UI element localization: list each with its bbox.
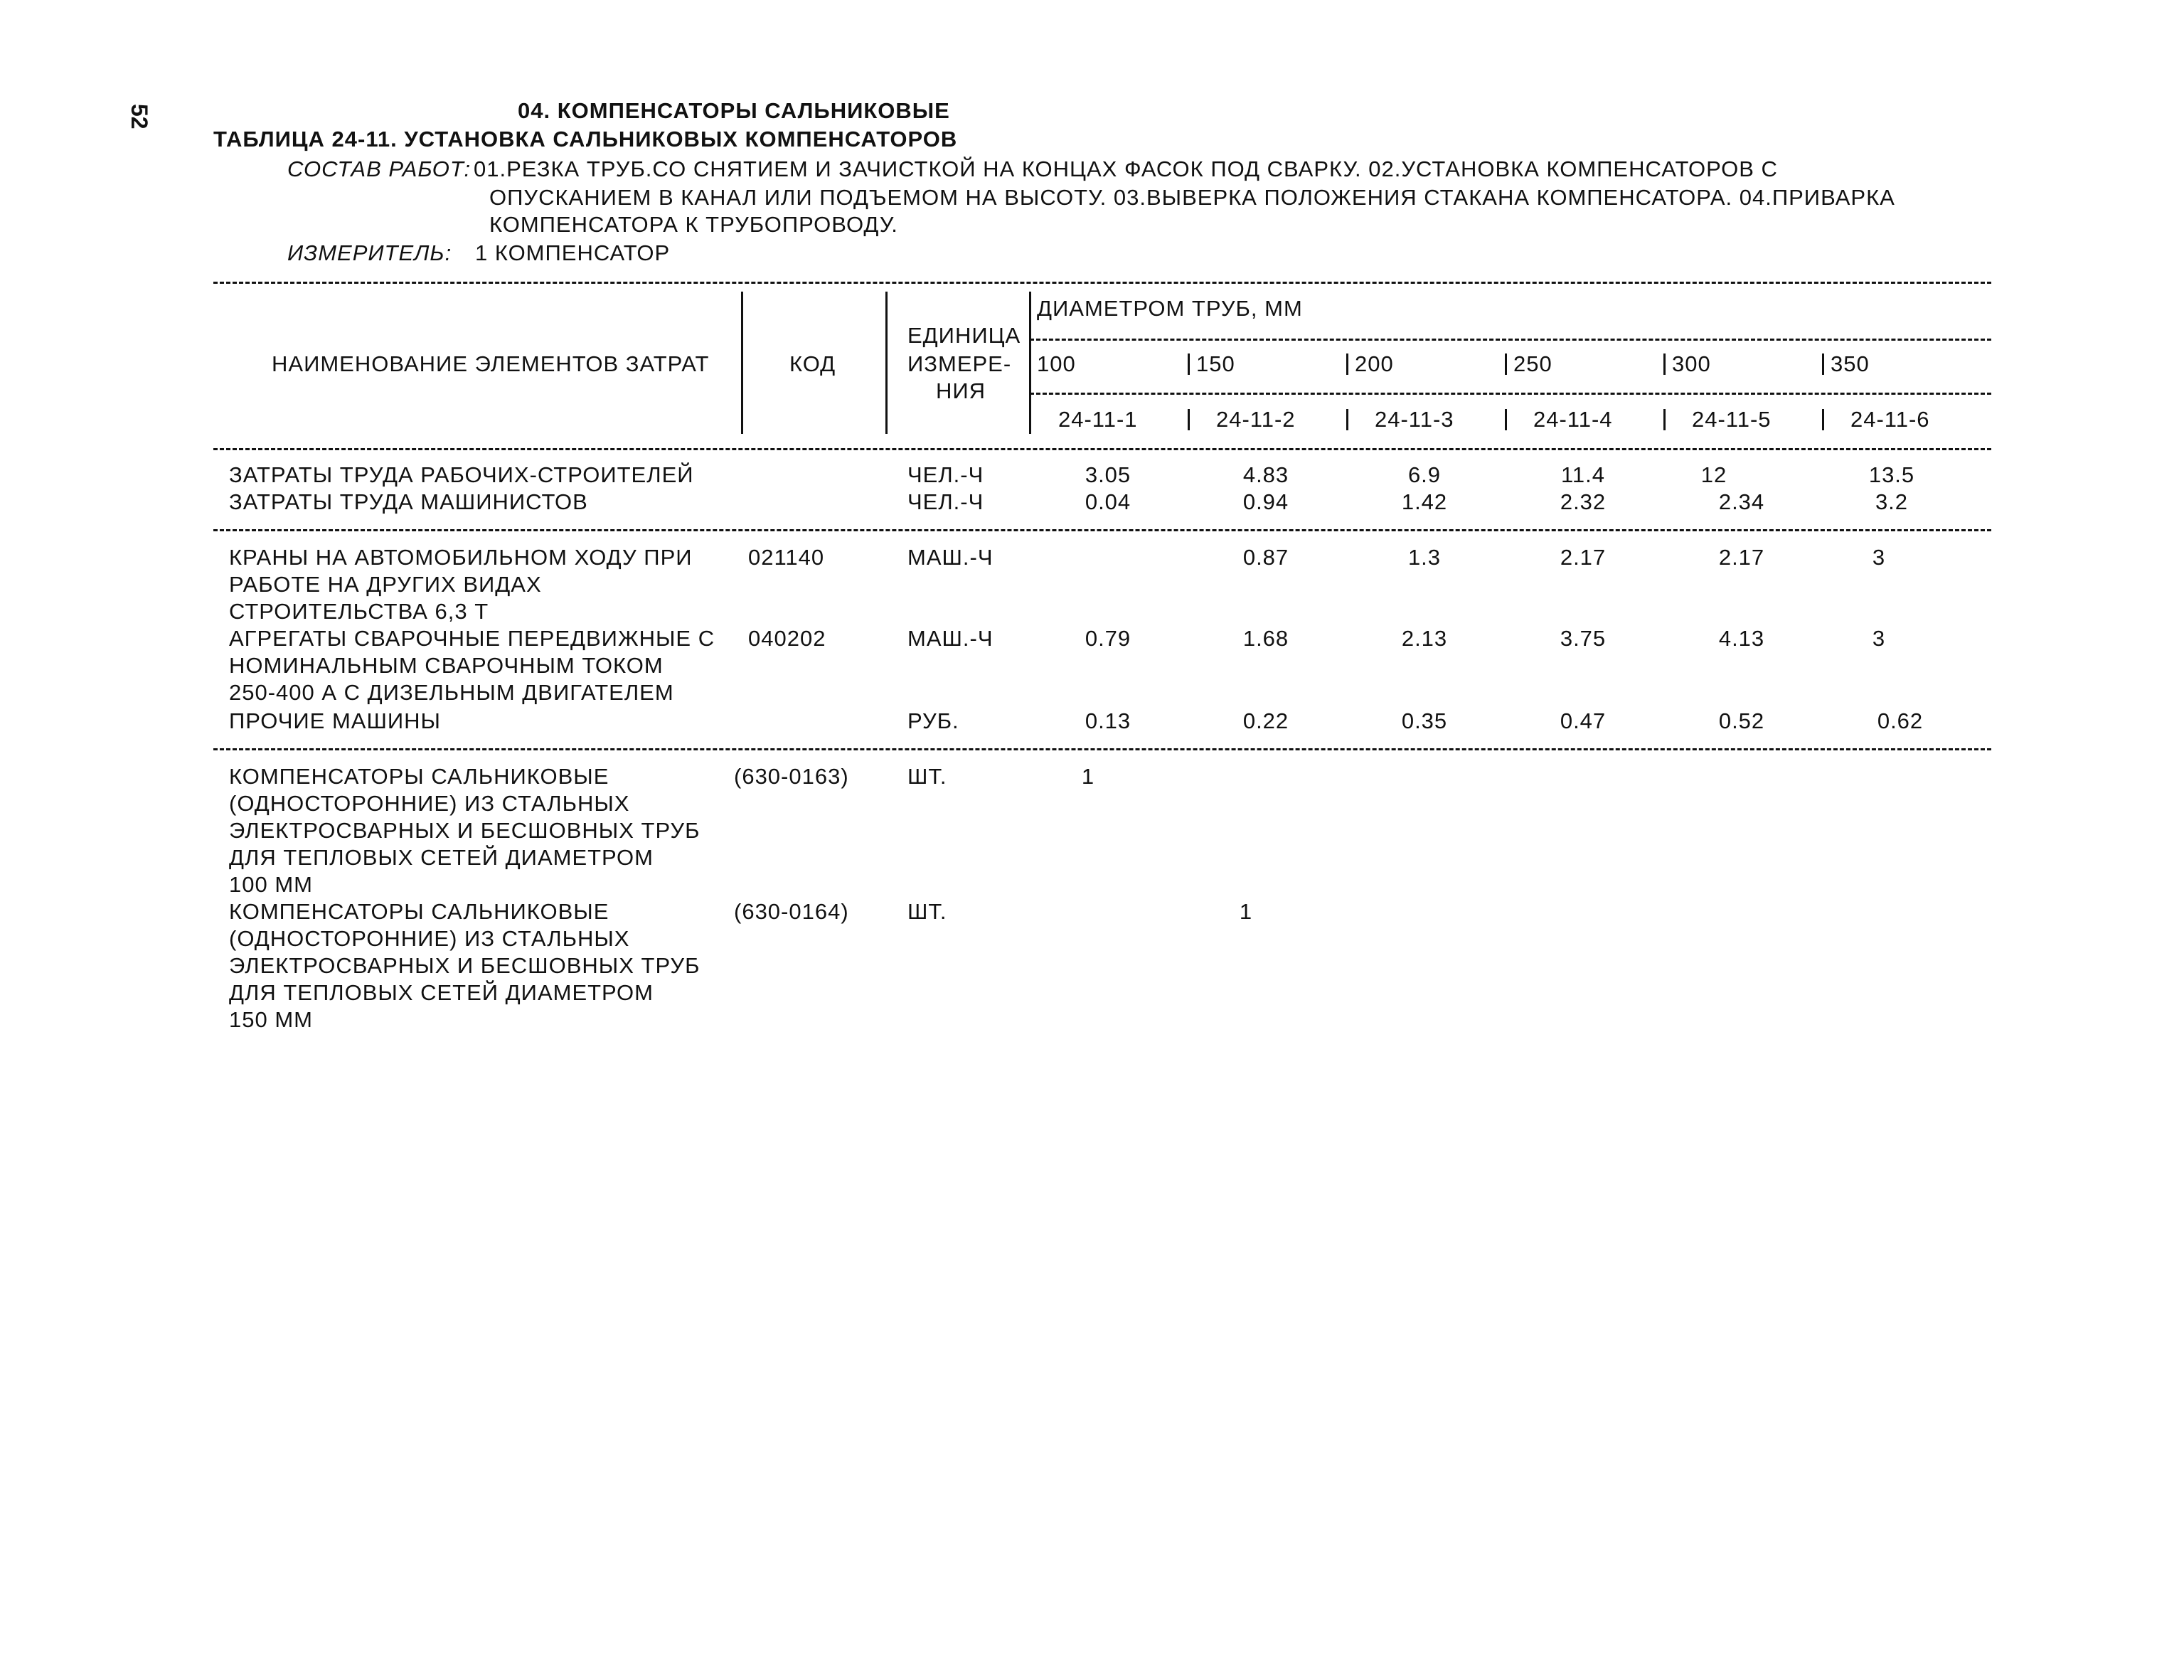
machine-3-v2: 0.22 [1242,708,1289,733]
labor-1-v5: 12 [1700,462,1727,487]
machine-3-v6: 0.62 [1877,708,1924,733]
material-1-name-1: КОМПЕНСАТОРЫ САЛЬНИКОВЫЕ [229,764,609,789]
machine-1-name-1: КРАНЫ НА АВТОМОБИЛЬНОМ ХОДУ ПРИ [229,545,693,570]
machine-1-name-2: РАБОТЕ НА ДРУГИХ ВИДАХ [229,572,542,597]
material-2-unit: ШТ. [907,899,947,924]
code-24-11-5: 24-11-5 [1692,407,1772,432]
code-24-11-6: 24-11-6 [1850,407,1930,432]
machine-2-v6: 3 [1872,626,1886,651]
section-title: 04. КОМПЕНСАТОРЫ САЛЬНИКОВЫЕ [518,98,950,123]
header-bottom-rule [213,448,1991,450]
header-unit-1: ЕДИНИЦА [907,323,1021,348]
labor-name-1: ЗАТРАТЫ ТРУДА РАБОЧИХ-СТРОИТЕЛЕЙ [229,462,694,487]
header-vbar-name [741,292,743,434]
diameter-100: 100 [1037,351,1076,376]
labor-1-v3: 6.9 [1407,462,1442,487]
material-1-name-5: 100 ММ [229,872,313,897]
machine-2-v3: 2.13 [1401,626,1448,651]
machine-2-v2: 1.68 [1242,626,1289,651]
machine-1-unit: МАШ.-Ч [907,545,994,570]
diameter-300: 300 [1672,351,1711,376]
machine-1-v2: 0.87 [1242,545,1289,570]
machine-2-name-1: АГРЕГАТЫ СВАРОЧНЫЕ ПЕРЕДВИЖНЫЕ С [229,626,715,651]
material-1-name-4: ДЛЯ ТЕПЛОВЫХ СЕТЕЙ ДИАМЕТРОМ [229,845,654,870]
code-24-11-4: 24-11-4 [1533,407,1613,432]
labor-2-v4: 2.32 [1560,489,1607,514]
machine-3-v3: 0.35 [1401,708,1448,733]
material-2-name-3: ЭЛЕКТРОСВАРНЫХ И БЕСШОВНЫХ ТРУБ [229,953,701,978]
header-diameter: ДИАМЕТРОМ ТРУБ, ММ [1037,296,1303,321]
machines-bottom-rule [213,748,1991,750]
labor-bottom-rule [213,529,1991,531]
machine-3-name-1: ПРОЧИЕ МАШИНЫ [229,708,441,733]
diameter-200: 200 [1355,351,1394,376]
header-low-rule [1030,393,1991,395]
header-vbar-350 [1822,353,1824,375]
machine-2-name-3: 250-400 А С ДИЗЕЛЬНЫМ ДВИГАТЕЛЕМ [229,680,674,705]
header-unit-2: ИЗМЕРЕ- [907,351,1012,376]
work-line-1: 01.РЕЗКА ТРУБ.СО СНЯТИЕМ И ЗАЧИСТКОЙ НА КОНЦАХ ФАСОК ПОД СВАРКУ. 02.УСТАНОВКА КОМПЕНСАТОРОВ С [474,156,1778,181]
machine-1-v6: 3 [1872,545,1886,570]
header-vbar-code4 [1505,409,1507,430]
measure-value: 1 КОМПЕНСАТОР [475,240,671,265]
machine-2-unit: МАШ.-Ч [907,626,994,651]
header-vbar-code2 [1188,409,1190,430]
machine-1-v4: 2.17 [1560,545,1607,570]
material-2-name-2: (ОДНОСТОРОННИЕ) ИЗ СТАЛЬНЫХ [229,926,630,951]
labor-unit-1: ЧЕЛ.-Ч [907,462,984,487]
material-1-code: (630-0163) [734,764,849,789]
code-24-11-2: 24-11-2 [1216,407,1296,432]
labor-2-v2: 0.94 [1242,489,1289,514]
machine-1-name-3: СТРОИТЕЛЬСТВА 6,3 Т [229,599,489,624]
work-label: СОСТАВ РАБОТ: [287,156,472,181]
machine-1-code: 021140 [748,545,825,570]
work-line-3: КОМПЕНСАТОРА К ТРУБОПРОВОДУ. [489,212,898,237]
material-1-v1: 1 [1081,764,1095,789]
labor-name-2: ЗАТРАТЫ ТРУДА МАШИНИСТОВ [229,489,588,514]
labor-2-v6: 3.2 [1875,489,1909,514]
work-line-2: ОПУСКАНИЕМ В КАНАЛ ИЛИ ПОДЪЕМОМ НА ВЫСОТУ. 03.ВЫВЕРКА ПОЛОЖЕНИЯ СТАКАНА КОМПЕНСАТОРА. 04.ПРИВАРКА [489,185,1895,210]
material-1-name-3: ЭЛЕКТРОСВАРНЫХ И БЕСШОВНЫХ ТРУБ [229,818,701,843]
labor-2-v1: 0.04 [1085,489,1131,514]
diameter-250: 250 [1513,351,1552,376]
code-24-11-3: 24-11-3 [1375,407,1454,432]
header-vbar-code6 [1822,409,1824,430]
labor-1-v6: 13.5 [1868,462,1915,487]
machine-3-v4: 0.47 [1560,708,1607,733]
header-code: КОД [789,351,836,376]
machine-1-v5: 2.17 [1718,545,1765,570]
header-vbar-250 [1505,353,1507,375]
header-vbar-code [885,292,888,434]
header-vbar-code3 [1346,409,1348,430]
header-vbar-unit [1029,292,1031,434]
header-name: НАИМЕНОВАНИЕ ЭЛЕМЕНТОВ ЗАТРАТ [272,351,710,376]
header-vbar-200 [1346,353,1348,375]
header-unit-3: НИЯ [936,378,986,403]
header-vbar-300 [1663,353,1666,375]
machine-2-v4: 3.75 [1560,626,1607,651]
labor-1-v1: 3.05 [1085,462,1131,487]
machine-3-v1: 0.13 [1085,708,1131,733]
code-24-11-1: 24-11-1 [1058,407,1138,432]
header-vbar-code5 [1663,409,1666,430]
machine-1-v3: 1.3 [1407,545,1442,570]
machine-3-unit: РУБ. [907,708,959,733]
header-mid-rule [1030,339,1991,341]
labor-unit-2: ЧЕЛ.-Ч [907,489,984,514]
labor-2-v5: 2.34 [1718,489,1765,514]
machine-2-v5: 4.13 [1718,626,1765,651]
material-2-name-1: КОМПЕНСАТОРЫ САЛЬНИКОВЫЕ [229,899,609,924]
material-1-name-2: (ОДНОСТОРОННИЕ) ИЗ СТАЛЬНЫХ [229,791,630,816]
labor-1-v4: 11.4 [1560,462,1606,487]
measure-label: ИЗМЕРИТЕЛЬ: [287,240,452,265]
material-2-name-5: 150 ММ [229,1007,313,1032]
material-2-v2: 1 [1239,899,1253,924]
machine-2-name-2: НОМИНАЛЬНЫМ СВАРОЧНЫМ ТОКОМ [229,653,664,678]
labor-1-v2: 4.83 [1242,462,1289,487]
header-top-rule [213,282,1991,284]
material-2-code: (630-0164) [734,899,849,924]
page-number: 52 [127,104,152,129]
labor-2-v3: 1.42 [1401,489,1448,514]
diameter-150: 150 [1196,351,1235,376]
material-1-unit: ШТ. [907,764,947,789]
machine-2-code: 040202 [748,626,826,651]
machine-2-v1: 0.79 [1085,626,1131,651]
table-title: ТАБЛИЦА 24-11. УСТАНОВКА САЛЬНИКОВЫХ КОМПЕНСАТОРОВ [213,127,958,151]
machine-3-v5: 0.52 [1718,708,1765,733]
diameter-350: 350 [1831,351,1870,376]
header-vbar-150 [1188,353,1190,375]
material-2-name-4: ДЛЯ ТЕПЛОВЫХ СЕТЕЙ ДИАМЕТРОМ [229,980,654,1005]
